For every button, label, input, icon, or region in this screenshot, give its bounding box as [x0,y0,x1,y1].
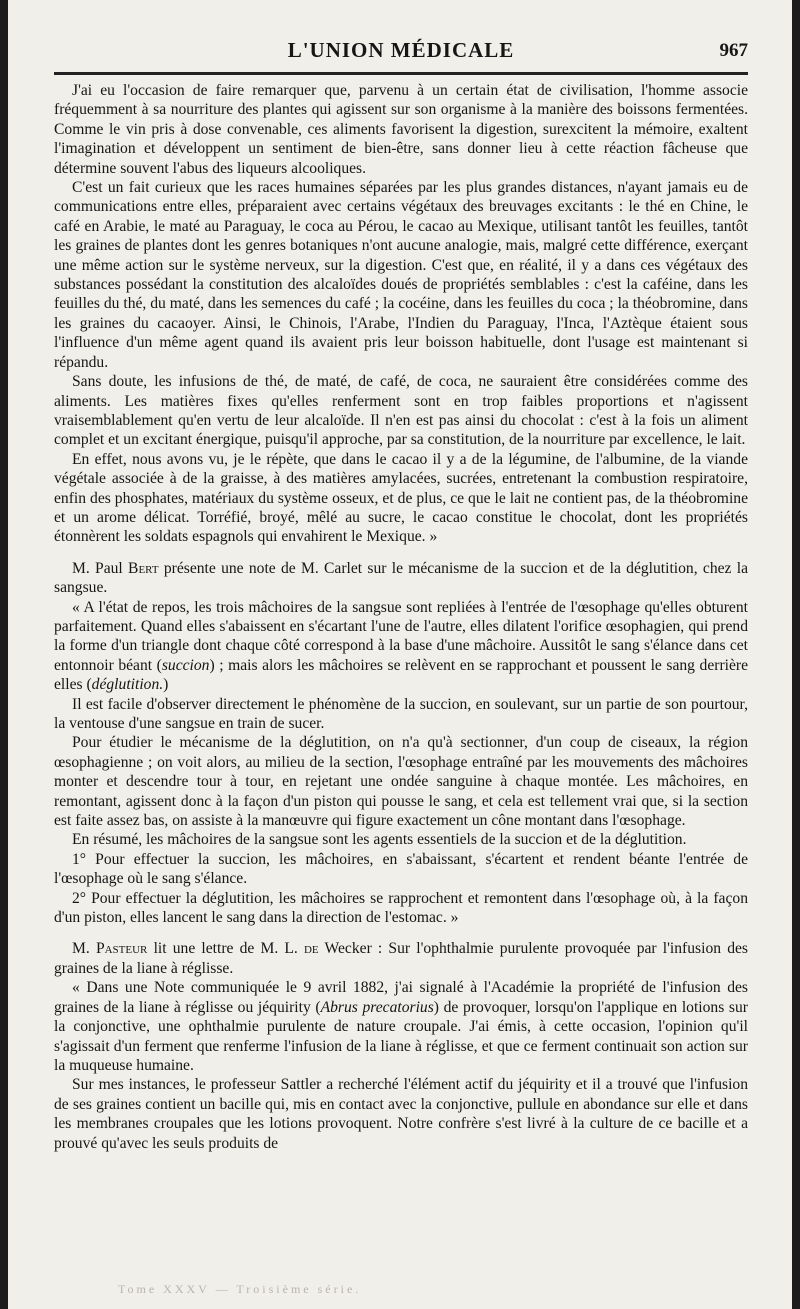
paragraph: Sur mes instances, le professeur Sattler a recherché l'élément actif du jéquirity et il a trouvé que l'infusion de ses graines contient un bacille qui, mis en contact avec la conjonctive, pullule en abondance sur elle et dans les membranes croupales que les lotions provoquent. Notre confrère s'est livré à la culture de ce bacille et a prouvé qu'avec les seuls produits de [54,1076,748,1152]
paragraph: 2° Pour effectuer la déglutition, les mâchoires se rapprochent et remontent dans l'œsophage où, à la façon d'un piston, elles lancent le sang dans la direction de l'estomac. » [54,889,748,927]
bert-quote: « A l'état de repos, les trois mâchoires de la sangsue sont repliées à l'entrée de l'œsophage qu'elles obturent parfaitement. Quand elles s'abaissent en s'écartant l'une de l'autre, elles dilatent l'orifice œsophagien, qui prend la forme d'un triangle dont chaque côté correspond à la base d'une mâchoire. Aussitôt le sang s'élance dans cet entonnoir béant (succion) ; mais alors les mâchoires se relèvent en se rapprochant et poussent le sang derrière elles (déglutition.) [54,598,749,694]
paragraph: J'ai eu l'occasion de faire remarquer que, parvenu à un certain état de civilisation, l'homme associe fréquemment à sa nourriture des plantes qui agissent sur son organisme à la manière des boissons fermentées. Comme le vin pris à dose convenable, ces aliments favorisent la digestion, surexcitent la mémoire, exaltent l'imagination et développent un sentiment de bien-être, sans donner lieu à cette réaction fâcheuse que détermine souvent l'abus des liqueurs alcooliques. [54,82,748,177]
paragraph: C'est un fait curieux que les races humaines séparées par les plus grandes distances, n'ayant jamais eu de communications entre elles, préparaient avec certains végétaux des breuvages excitants : le thé en Chine, le café en Arabie, le maté au Paraguay, le coca au Pérou, le cacao au Mexique, utilisant tantôt les feuilles, tantôt les graines de plantes dont les genres botaniques n'ont aucune analogie, mais, malgré cette différence, exerçant une même action sur le système nerveux, sur la digestion. C'est que, en réalité, il y a dans ces végétaux des substances possédant la constitution des alcaloïdes doués de propriétés semblables : c'est la caféine, dans les feuilles du thé, du maté, dans les semences du café ; la cocéine, dans les feuilles du coca ; la théobromine, dans les graines du cacaoyer. Ainsi, le Chinois, l'Arabe, l'Indien du Paraguay, l'Inca, l'Aztèque étaient sous l'influence d'un même agent quand ils avaient pris leur boisson habituelle, dont l'usage est maintenant si répandu. [54,179,748,371]
paragraph: En effet, nous avons vu, je le répète, que dans le cacao il y a de la légumine, de l'albumine, de la viande végétale associée à de la graisse, à des matières amylacées, sucrées, entretenant la combustion respiratoire, enfin des phosphates, matériaux du système osseux, et de plus, ce que le lait ne contient pas, de la théobromine et un arome délicat. Torréfié, broyé, mêlé au sucre, le cacao constitue le chocolat, dont les propriétés étonnèrent les soldats espagnols qui envahirent le Mexique. » [54,450,748,546]
paragraph: En résumé, les mâchoires de la sangsue sont les agents essentiels de la succion et de la déglutition. [72,831,687,849]
bert-announcement: M. Paul Bert présente une note de M. Carlet sur le mécanisme de la succion et de la déglutition, chez la sangsue. [54,559,748,597]
running-header [54,34,748,68]
pasteur-quote: « Dans une Note communiquée le 9 avril 1882, j'ai signalé à l'Académie la propriété de l'infusion des graines de la liane à réglisse ou jéquirity (Abrus precatorius) de provoquer, lorsqu'on l'applique en lotions sur la conjonctive, une ophthalmie purulente de nature croupale. J'ai émis, à cette occasion, l'opinion qu'il s'agissait d'un ferment que renferme l'infusion de la liane à réglisse, et que ce ferment continuait son action sur la muqueuse humaine. [54,979,748,1074]
faint-footer: Tome XXXV — Troisième série. [118,1282,362,1296]
paragraph: Sans doute, les infusions de thé, de maté, de café, de coca, ne sauraient être considérées comme des aliments. Les matières fixes qu'elles renferment sont en trop faibles proportions et n'agissent vraisemblablement qu'en vertu de leur alcaloïde. Il n'en est pas ainsi du chocolat : c'est à la fois un aliment complet et un excitant énergique, puisqu'il approche, par sa constitution, de la nourriture par excellence, le lait. [54,373,748,449]
article-body [54,81,748,1153]
document-page [8,0,792,1309]
author-name: Bert [128,559,159,577]
journal-title: L'UNION MÉDICALE [287,38,515,62]
paragraph: Pour étudier le mécanisme de la déglutition, on n'a qu'à sectionner, d'un coup de ciseaux, la région œsophagienne ; on voit alors, au milieu de la section, l'œsophage entraîné par les mouvements des mâchoires monter et descendre tour à tour, en rejetant une ondée sanguine à chaque montée. Les mâchoires, en remontant, agissent donc à la façon d'un piston qui pousse le sang, et cela est tellement vrai que, si la section est faite assez bas, on assiste à la manœuvre qui figure exactement un cône montant dans l'œsophage. [54,734,748,830]
header-rule [54,72,748,75]
paragraph: 1° Pour effectuer la succion, les mâchoires, en s'abaissant, s'écartent et rendent béante l'entrée de l'œsophage où le sang s'élance. [54,850,748,888]
page-number: 967 [719,40,748,61]
paragraph: Il est facile d'observer directement le phénomène de la succion, en soulevant, sur un partie de son pourtour, la ventouse d'une sangsue en train de sucer. [54,695,748,732]
pasteur-announcement: M. Pasteur lit une lettre de M. L. de Wecker : Sur l'ophthalmie purulente provoquée par l'infusion des graines de la liane à réglisse. [54,940,748,977]
author-name: Pasteur [95,940,148,958]
